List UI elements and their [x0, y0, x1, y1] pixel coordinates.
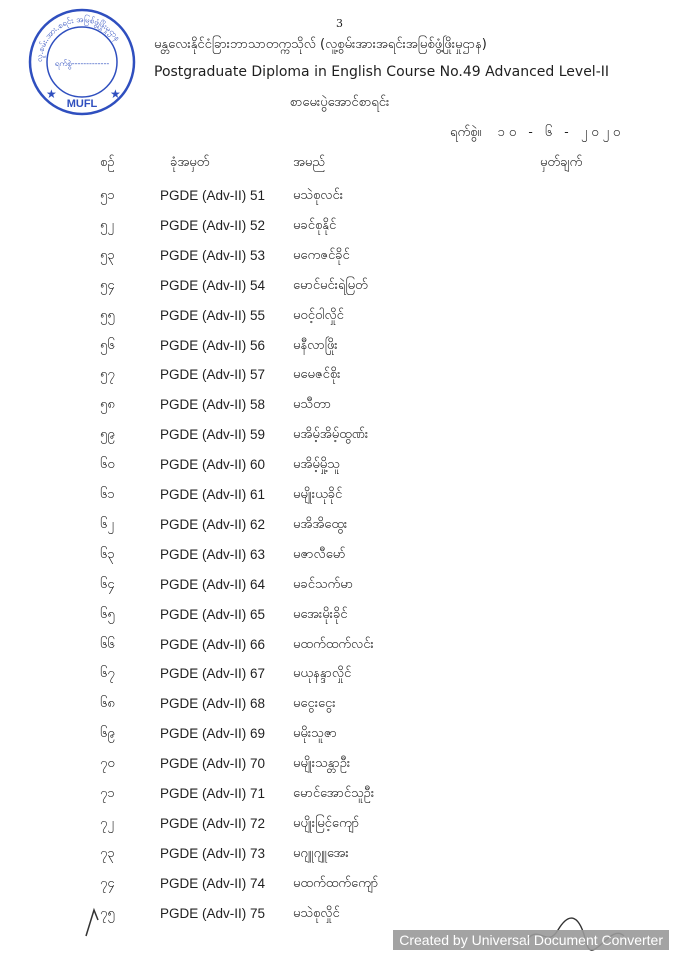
student-name: မောင်မင်းရဲမြတ်: [293, 277, 368, 293]
row-number: ၆၂: [100, 516, 114, 532]
row-number: ၇၄: [100, 875, 115, 891]
student-name: မမျိုးသန္တာဦး: [293, 756, 351, 772]
student-name: မခင်သက်မာ: [293, 576, 354, 592]
seal-star-icon: ★: [110, 87, 121, 101]
table-row: [0, 782, 679, 806]
table-row: [0, 573, 679, 597]
row-number: ၆၃: [100, 546, 115, 562]
table-row: [0, 363, 679, 387]
roll-number: PGDE (Adv-II) 69: [160, 726, 266, 742]
row-number: ၇၁: [100, 786, 115, 801]
table-row: [0, 334, 679, 358]
table-row: [0, 184, 679, 208]
roll-number: PGDE (Adv-II) 71: [160, 786, 266, 801]
column-header-remark: မှတ်ချက်: [540, 155, 583, 170]
roll-number: PGDE (Adv-II) 63: [160, 546, 266, 562]
table-row: [0, 483, 679, 507]
watermark: Created by Universal Document Converter: [393, 930, 669, 950]
row-number: ၆၉: [100, 726, 115, 742]
table-row: [0, 304, 679, 328]
table-row: [0, 274, 679, 298]
roll-number: PGDE (Adv-II) 73: [160, 845, 266, 861]
roll-number: PGDE (Adv-II) 52: [160, 217, 266, 233]
roll-number: PGDE (Adv-II) 60: [160, 457, 266, 473]
student-name: မပျိုးမြင့်ကျော်: [293, 815, 360, 831]
student-name: မသဲစုလှိုင်: [293, 905, 340, 921]
student-name: မသဲစုလင်း: [293, 188, 344, 203]
column-header-no: စဉ်: [100, 155, 115, 170]
student-name: မမေဇင်စိုး: [293, 367, 341, 383]
column-header-roll: ခုံအမှတ်: [170, 155, 210, 170]
roll-number: PGDE (Adv-II) 55: [160, 307, 266, 323]
roll-number: PGDE (Adv-II) 72: [160, 815, 266, 831]
student-name: မမျိုးယုခိုင်: [293, 487, 343, 502]
row-number: ၅၂: [100, 217, 114, 233]
student-name: မမိုးသူဇာ: [293, 726, 337, 742]
header-university-title: မန္တလေးနိုင်ငံခြားဘာသာတက္ကသိုလ် (လူ့စွမ်းအားအရင်းအမြစ်ဖွံ့ဖြိုးမှုဌာန): [154, 37, 487, 52]
table-row: [0, 872, 679, 896]
row-number: ၅၅: [100, 307, 115, 323]
check-mark-icon: [84, 906, 108, 940]
row-number: ၅၇: [100, 367, 115, 383]
roll-number: PGDE (Adv-II) 62: [160, 516, 266, 532]
roll-number: PGDE (Adv-II) 75: [160, 905, 266, 921]
roll-number: PGDE (Adv-II) 70: [160, 756, 266, 772]
roll-number: PGDE (Adv-II) 61: [160, 487, 266, 502]
table-row: [0, 214, 679, 238]
document-title: စာမေးပွဲအောင်စာရင်း: [289, 95, 390, 110]
student-name: မအိအိထွေး: [293, 516, 348, 532]
seal-bottom-text: MUFL: [66, 98, 98, 110]
seal-star-icon: ★: [46, 87, 57, 101]
row-number: ၆၇: [100, 666, 115, 682]
row-number: ၆၁: [100, 487, 115, 502]
column-header-name: အမည်: [293, 155, 325, 170]
table-row: [0, 513, 679, 537]
page-number: 3: [336, 17, 343, 30]
row-number: ၅၈: [100, 397, 115, 413]
table-row: [0, 692, 679, 716]
seal-center-text: ရက်စွဲ-------------: [54, 59, 110, 68]
student-name: မအေးမိုးခိုင်: [293, 606, 348, 622]
roll-number: PGDE (Adv-II) 54: [160, 277, 266, 293]
roll-number: PGDE (Adv-II) 67: [160, 666, 266, 682]
student-name: မကေဇင်ခိုင်: [293, 247, 350, 263]
roll-number: PGDE (Adv-II) 56: [160, 337, 266, 353]
row-number: ၇၂: [100, 815, 114, 831]
row-number: ၆၆: [100, 636, 115, 652]
row-number: ၆၄: [100, 576, 115, 592]
row-number: ၅၁: [100, 188, 115, 203]
header-course-title: Postgraduate Diploma in English Course No.49 Advanced Level-II: [154, 64, 609, 80]
seal-arc-text: လူ.စမ်း.အား.စရင်း အမြစ်ဖွံ့ဖြိုးမှုဌာန: [34, 14, 123, 63]
roll-number: PGDE (Adv-II) 64: [160, 576, 266, 592]
table-row: [0, 423, 679, 447]
date-value: ၁၀ - ၆ - ၂၀၂၀: [497, 125, 625, 140]
table-row: [0, 662, 679, 686]
student-name: မဝင့်ဝါလှိုင်: [293, 307, 344, 323]
roll-number: PGDE (Adv-II) 74: [160, 875, 266, 891]
student-name: မထက်ထက်ကျော်: [293, 875, 379, 891]
roll-number: PGDE (Adv-II) 66: [160, 636, 266, 652]
student-name: မယုနန္ဒာလှိုင်: [293, 666, 352, 682]
student-name: မခင်စုနိုင်: [293, 217, 337, 233]
student-name: မထက်ထက်လင်း: [293, 636, 374, 652]
date-label: ရက်စွဲ။: [450, 125, 482, 140]
table-row: [0, 812, 679, 836]
date-line: [450, 124, 624, 143]
table-row: [0, 603, 679, 627]
table-row: [0, 842, 679, 866]
table-row: [0, 244, 679, 268]
roll-number: PGDE (Adv-II) 58: [160, 397, 266, 413]
student-name: မောင်အောင်သူဦး: [293, 786, 375, 801]
student-name: မနီလာဖြိုး: [293, 337, 338, 353]
table-row: [0, 633, 679, 657]
row-number: ၅၄: [100, 277, 115, 293]
row-number: ၇၀: [100, 756, 115, 772]
roll-number: PGDE (Adv-II) 65: [160, 606, 266, 622]
student-name: မသီတာ: [293, 397, 331, 413]
table-row: [0, 722, 679, 746]
roll-number: PGDE (Adv-II) 57: [160, 367, 266, 383]
row-number: ၅၉: [100, 427, 115, 443]
student-name: မငွေးငွေး: [293, 696, 336, 712]
row-number: ၆၈: [100, 696, 115, 712]
table-row: [0, 393, 679, 417]
table-row: [0, 453, 679, 477]
roll-number: PGDE (Adv-II) 68: [160, 696, 266, 712]
row-number: ၅၆: [100, 337, 115, 353]
roll-number: PGDE (Adv-II) 51: [160, 188, 266, 203]
student-name: မဂျူဂျူအေး: [293, 845, 349, 861]
student-name: မအိမ့်မှို့သူ: [293, 457, 340, 473]
row-number: ၇၃: [100, 845, 115, 861]
row-number: ၆၅: [100, 606, 115, 622]
table-row: [0, 543, 679, 567]
row-number: ၇၅: [100, 905, 115, 921]
student-name: မအိမ့်အိမ့်ထွဏ်း: [293, 427, 369, 443]
student-name: မဇာလီမော်: [293, 546, 346, 562]
row-number: ၆၀: [100, 457, 115, 473]
roll-number: PGDE (Adv-II) 59: [160, 427, 266, 443]
roll-number: PGDE (Adv-II) 53: [160, 247, 266, 263]
table-row: [0, 752, 679, 776]
row-number: ၅၃: [100, 247, 115, 263]
